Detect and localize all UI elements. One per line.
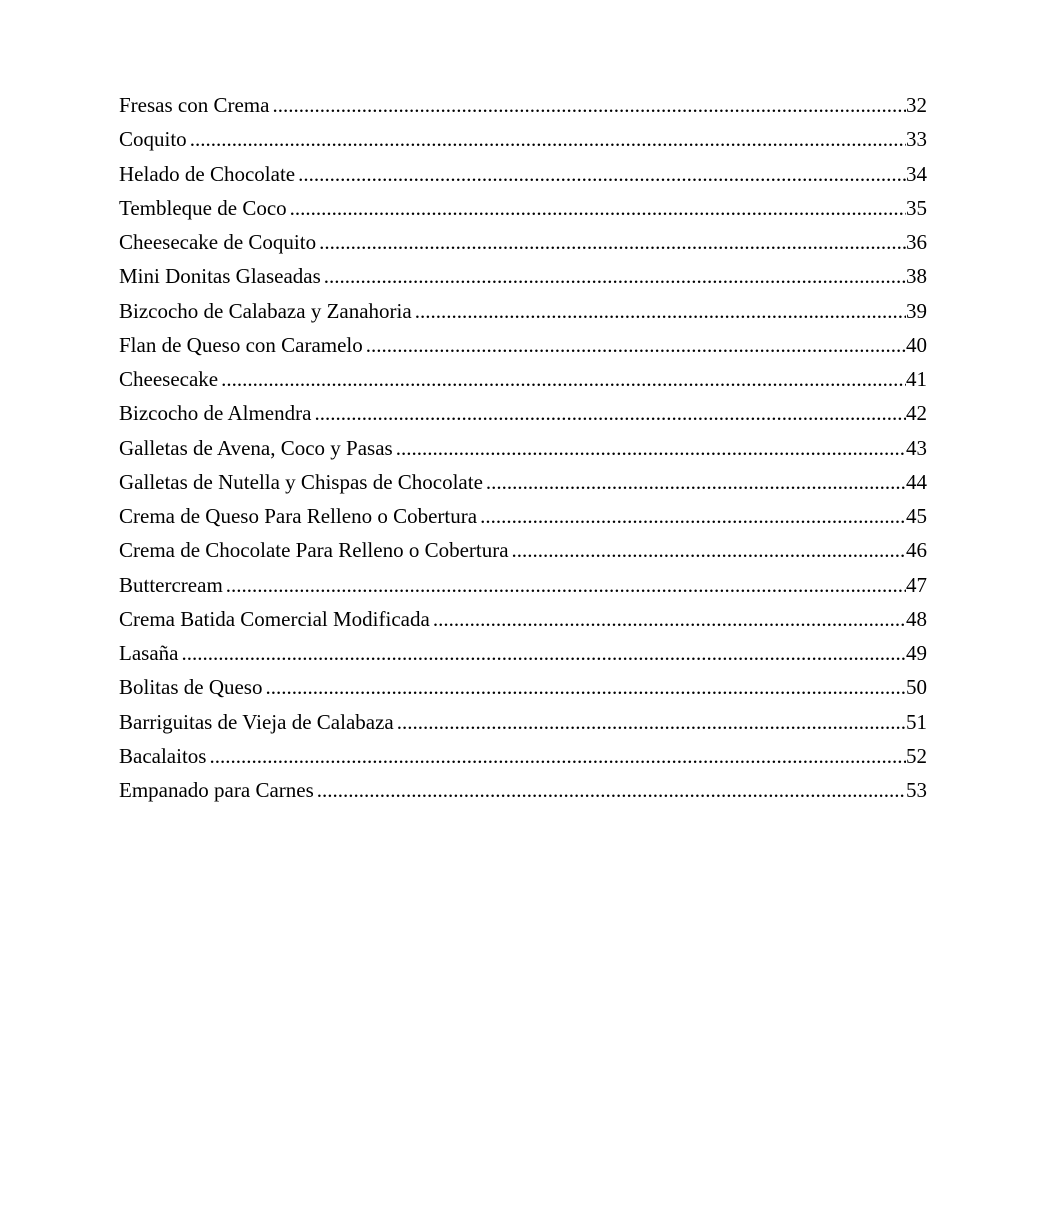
toc-entry-title: Cheesecake <box>119 367 219 391</box>
toc-entry-page-number: 38 <box>906 264 927 289</box>
toc-entry-page-number: 34 <box>906 161 927 186</box>
toc-entry-page-number: 50 <box>906 675 927 700</box>
toc-entry-page-number: 35 <box>906 195 927 220</box>
toc-entry-title: Barriguitas de Vieja de Calabaza <box>119 709 394 734</box>
toc-entry-title: Crema de Queso Para Relleno o Cobertura <box>119 504 478 528</box>
toc-entry[interactable] <box>119 396 927 430</box>
toc-entry-page-number: 33 <box>906 127 927 152</box>
toc-entry-title: Mini Donitas Glaseadas <box>119 264 321 289</box>
toc-entry[interactable] <box>119 259 927 293</box>
dot-leader <box>314 396 906 430</box>
toc-entry-page-number: 41 <box>906 367 927 391</box>
dot-leader <box>433 602 906 636</box>
toc-entry-page-number: 53 <box>906 778 927 802</box>
dot-leader <box>265 670 906 704</box>
toc-entry[interactable] <box>119 499 927 533</box>
toc-entry-title: Helado de Chocolate <box>119 161 296 186</box>
toc-entry-title: Galletas de Avena, Coco y Pasas <box>119 435 393 460</box>
dot-leader <box>290 191 906 225</box>
toc-entry-title: Coquito <box>119 127 187 152</box>
dot-leader <box>512 533 906 567</box>
toc-entry[interactable] <box>119 636 927 670</box>
toc-entry-title: Bacalaitos <box>119 743 207 768</box>
toc-entry-page-number: 51 <box>906 709 927 734</box>
dot-leader <box>397 705 906 739</box>
toc-entry-title: Bizcocho de Almendra <box>119 401 312 426</box>
toc-entry-page-number: 40 <box>906 332 927 357</box>
table-of-contents <box>119 88 927 807</box>
toc-entry-page-number: 45 <box>906 504 927 528</box>
toc-entry[interactable] <box>119 773 927 807</box>
toc-entry-page-number: 43 <box>906 435 927 460</box>
toc-entry-title: Empanado para Carnes <box>119 778 314 802</box>
toc-entry[interactable] <box>119 431 927 465</box>
toc-entry-title: Fresas con Crema <box>119 93 270 117</box>
dot-leader <box>319 225 906 259</box>
toc-entry[interactable] <box>119 670 927 704</box>
dot-leader <box>480 499 906 533</box>
toc-entry-page-number: 39 <box>906 298 927 323</box>
toc-entry-title: Cheesecake de Coquito <box>119 230 317 254</box>
dot-leader <box>415 294 906 328</box>
toc-entry-page-number: 36 <box>906 230 927 254</box>
toc-entry-title: Lasaña <box>119 641 179 665</box>
toc-entry[interactable] <box>119 225 927 259</box>
toc-entry[interactable] <box>119 602 927 636</box>
dot-leader <box>272 88 906 122</box>
dot-leader <box>486 465 906 499</box>
toc-entry-title: Crema Batida Comercial Modificada <box>119 606 430 631</box>
toc-entry-page-number: 48 <box>906 606 927 631</box>
dot-leader <box>366 328 906 362</box>
toc-entry[interactable] <box>119 465 927 499</box>
toc-entry-title: Galletas de Nutella y Chispas de Chocolate <box>119 469 483 494</box>
toc-entry-title: Flan de Queso con Caramelo <box>119 332 363 357</box>
toc-entry-page-number: 44 <box>906 469 927 494</box>
dot-leader <box>221 362 906 396</box>
toc-entry-title: Bizcocho de Calabaza y Zanahoria <box>119 298 412 323</box>
dot-leader <box>324 259 906 293</box>
toc-entry[interactable] <box>119 568 927 602</box>
toc-entry-title: Bolitas de Queso <box>119 675 263 700</box>
toc-entry-page-number: 47 <box>906 572 927 597</box>
toc-entry[interactable] <box>119 362 927 396</box>
toc-entry[interactable] <box>119 88 927 122</box>
dot-leader <box>209 739 906 773</box>
toc-entry[interactable] <box>119 122 927 156</box>
toc-entry[interactable] <box>119 294 927 328</box>
toc-entry[interactable] <box>119 533 927 567</box>
toc-entry-page-number: 52 <box>906 743 927 768</box>
toc-entry-page-number: 42 <box>906 401 927 426</box>
dot-leader <box>298 157 906 191</box>
dot-leader <box>181 636 906 670</box>
toc-entry[interactable] <box>119 739 927 773</box>
toc-entry-page-number: 32 <box>906 93 927 117</box>
toc-entry[interactable] <box>119 705 927 739</box>
toc-entry-page-number: 46 <box>906 538 927 563</box>
dot-leader <box>190 122 906 156</box>
dot-leader <box>396 431 906 465</box>
toc-entry[interactable] <box>119 191 927 225</box>
dot-leader <box>317 773 906 807</box>
toc-entry[interactable] <box>119 157 927 191</box>
toc-entry[interactable] <box>119 328 927 362</box>
toc-entry-title: Buttercream <box>119 572 223 597</box>
toc-entry-title: Tembleque de Coco <box>119 195 287 220</box>
toc-entry-title: Crema de Chocolate Para Relleno o Cobertura <box>119 538 509 563</box>
dot-leader <box>226 568 906 602</box>
toc-entry-page-number: 49 <box>906 641 927 665</box>
